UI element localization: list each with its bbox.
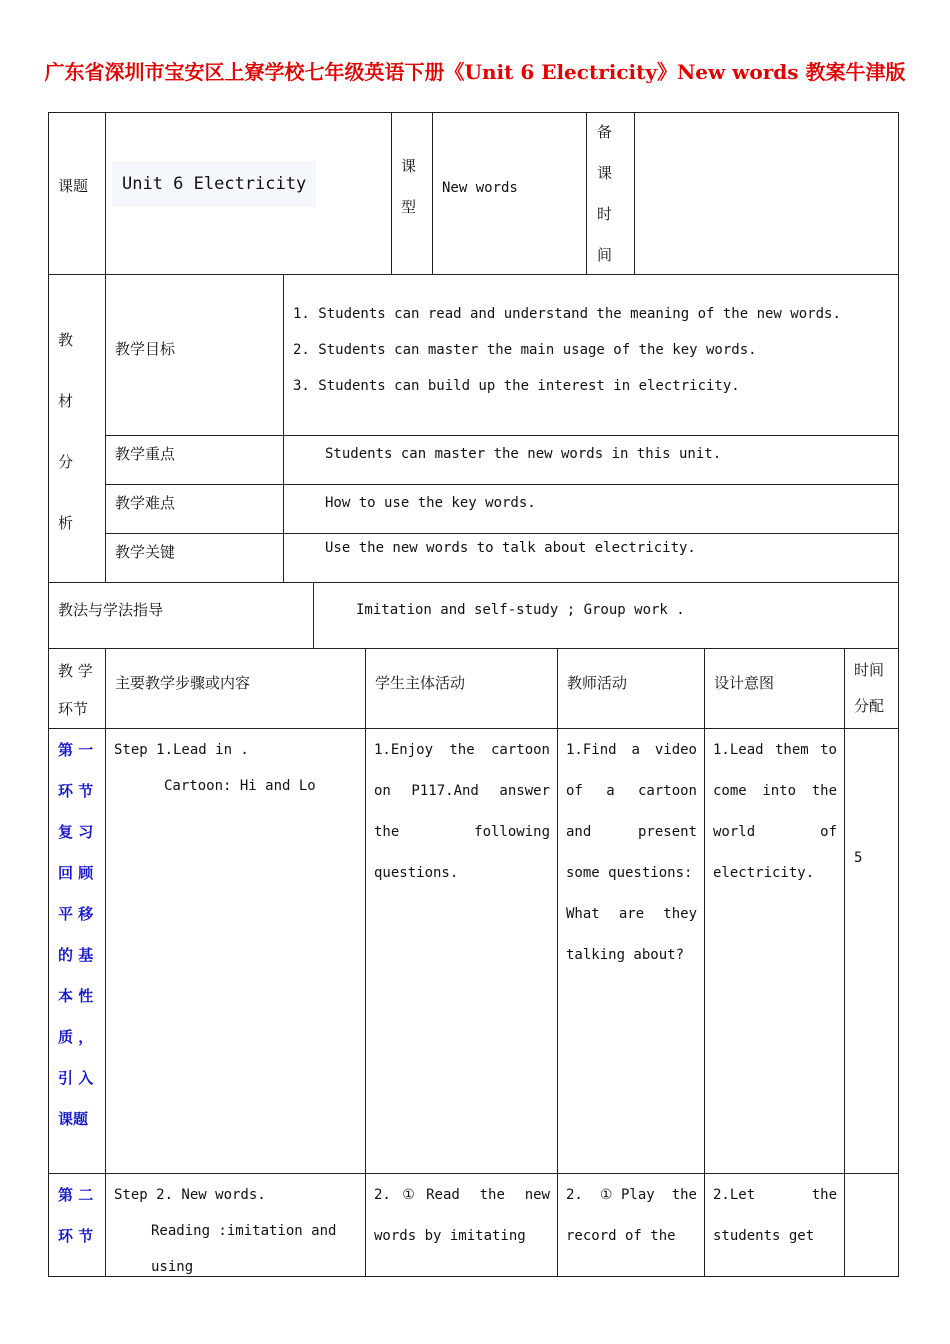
col-student-header: 学生主体活动	[375, 674, 466, 692]
col-time-header: 时间 分配	[854, 661, 885, 715]
goal-item: 3. Students can build up the interest in electricity.	[293, 378, 740, 394]
key-point-value: Students can master the new words in this unit.	[325, 446, 722, 462]
stage-2-student: 2.①Read the new words by imitating	[374, 1187, 550, 1244]
stage-1-steps: Step 1.Lead in . Cartoon: Hi and Lo	[114, 742, 316, 794]
goal-item: 2. Students can master the main usage of the key words.	[293, 342, 757, 358]
key-label: 教学关键	[115, 543, 176, 561]
col-design-header: 设计意图	[714, 674, 775, 692]
stage-1-teacher: 1.Find a video of a cartoon and present some questions: What are they talking about?	[566, 742, 697, 963]
prep-time-label: 备 课 时 间	[597, 123, 613, 264]
goals-list	[293, 296, 893, 404]
key-point-label: 教学重点	[115, 445, 176, 463]
col-steps-header: 主要教学步骤或内容	[115, 674, 251, 692]
goals-label: 教学目标	[115, 340, 176, 358]
document-title: 广东省深圳市宝安区上寮学校七年级英语下册《Unit 6 Electricity》New words 教案牛津版	[44, 60, 906, 84]
key-value: Use the new words to talk about electricity.	[325, 540, 696, 556]
type-value: New words	[442, 180, 518, 196]
lesson-plan-table	[48, 112, 899, 1277]
method-label: 教法与学法指导	[58, 601, 164, 619]
analysis-section-label: 教 材 分 析	[58, 331, 74, 532]
difficulty-label: 教学难点	[115, 494, 176, 512]
stage-2-design: 2.Let the students get	[713, 1187, 837, 1244]
type-label: 课 型	[401, 157, 417, 216]
method-value: Imitation and self-study ; Group work .	[356, 602, 685, 618]
stage-1-design: 1.Lead them to come into the world of electricity.	[713, 742, 837, 881]
topic-value: Unit 6 Electricity	[112, 161, 316, 207]
stage-1-time: 5	[854, 850, 863, 866]
stage-2-teacher: 2. ①Play the record of the	[566, 1187, 697, 1244]
topic-label: 课题	[58, 177, 89, 195]
difficulty-value: How to use the key words.	[325, 495, 536, 511]
goal-item: 1. Students can read and understand the meaning of the new words.	[293, 306, 841, 322]
col-stage-header: 教 学 环节	[58, 662, 93, 718]
col-teacher-header: 教师活动	[567, 674, 628, 692]
stage-2-label: 第 二 环 节	[58, 1186, 94, 1245]
stage-2-steps: Step 2. New words. Reading :imitation and using	[114, 1187, 337, 1275]
stage-1-label: 第 一 环 节 复 习 回 顾 平 移 的 基 本 性 质 ， 引 入 课题	[58, 741, 94, 1128]
stage-1-student: 1.Enjoy the cartoon on P117.And answer the following questions.	[374, 742, 550, 881]
